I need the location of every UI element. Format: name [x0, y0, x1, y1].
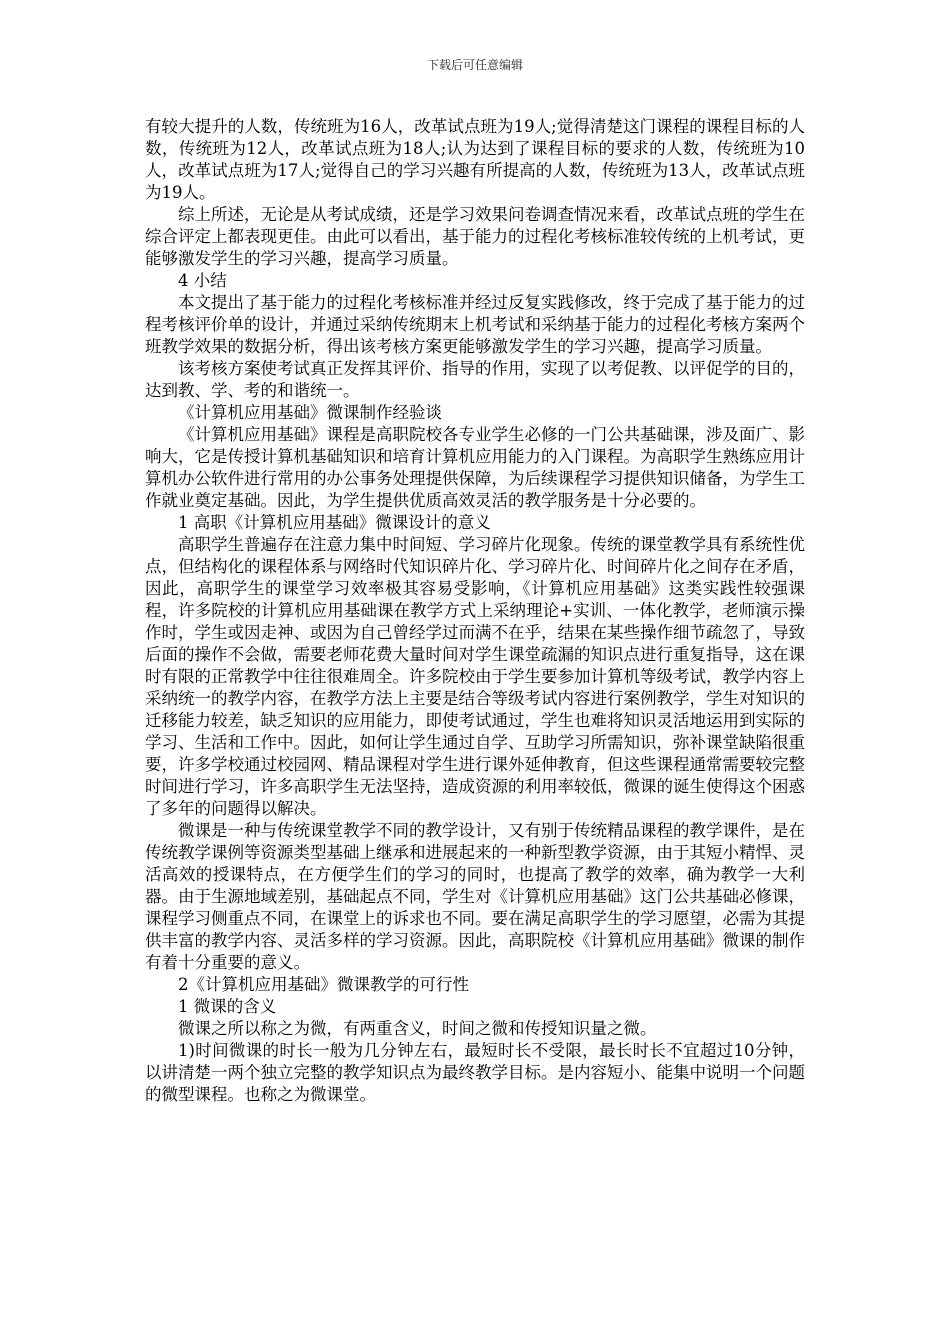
- article-title: 《计算机应用基础》微课制作经验谈: [178, 403, 442, 422]
- paragraph-summary: 综上所述，无论是从考试成绩，还是学习效果问卷调查情况来看，改革试点班的学生在综合评定上都表现更佳。由此可以看出，基于能力的过程化考核标准较传统的上机考试，更能够激发学生的学习兴趣，提高学习质量。: [145, 205, 805, 268]
- paragraph-survey-results: 有较大提升的人数，传统班为16人，改革试点班为19人;觉得清楚这门课程的课程目标的人数，传统班为12人，改革试点班为18人;认为达到了课程目标的要求的人数，传统班为10人，改革试点班为17人;觉得自己的学习兴趣有所提高的人数，传统班为13人，改革试点班为19人。: [145, 117, 805, 202]
- paragraph-section-1-b: 微课是一种与传统课堂教学不同的教学设计，又有别于传统精品课程的教学课件，是在传统教学课例等资源类型基础上继承和进展起来的一种新型教学资源，由于其短小精悍、灵活高效的授课特点，在方便学生们的学习的同时，也提高了教学的效率，确为教学一大利器。由于生源地域差别，基础起点不同，学生对《计算机应用基础》这门公共基础必修课，课程学习侧重点不同，在课堂上的诉求也不同。要在满足高职学生的学习愿望，必需为其提供丰富的教学内容、灵活多样的学习资源。因此，高职院校《计算机应用基础》微课的制作有着十分重要的意义。: [145, 821, 805, 972]
- page-header: 下载后可任意编辑: [426, 58, 523, 72]
- paragraph-time-micro: 1)时间微课的时长一般为几分钟左右，最短时长不受限，最长时长不宜超过10分钟，以讲清楚一两个独立完整的教学知识点为最终教学目标。是内容短小、能集中说明一个问题的微型课程。也称之为微课堂。: [145, 1041, 805, 1104]
- heading-subsection-1: 1 微课的含义: [178, 997, 277, 1016]
- heading-section-2: 2《计算机应用基础》微课教学的可行性: [178, 975, 469, 994]
- paragraph-conclusion-1: 本文提出了基于能力的过程化考核标准并经过反复实践修改，终于完成了基于能力的过程考核评价单的设计，并通过采纳传统期末上机考试和采纳基于能力的过程化考核方案两个班教学效果的数据分析，得出该考核方案更能够激发学生的学习兴趣，提高学习质量。: [145, 293, 805, 356]
- heading-conclusion: 4 小结: [178, 271, 227, 290]
- paragraph-conclusion-2: 该考核方案使考试真正发挥其评价、指导的作用，实现了以考促教、以评促学的目的，达到教、学、考的和谐统一。: [145, 359, 805, 400]
- document-body: [145, 116, 805, 1106]
- paragraph-section-1-a: 高职学生普遍存在注意力集中时间短、学习碎片化现象。传统的课堂教学具有系统性优点，但结构化的课程体系与网络时代知识碎片化、学习碎片化、时间碎片化之间存在矛盾，因此，高职学生的课堂学习效率极其容易受影响，《计算机应用基础》这类实践性较强课程，许多院校的计算机应用基础课在教学方式上采纳理论+实训、一体化教学，老师演示操作时，学生或因走神、或因为自己曾经学过而满不在乎，结果在某些操作细节疏忽了，导致后面的操作不会做，需要老师花费大量时间对学生课堂疏漏的知识点进行重复指导，这在课时有限的正常教学中往往很难周全。许多院校由于学生要参加计算机等级考试，教学内容上采纳统一的教学内容，在教学方法上主要是结合等级考试内容进行案例教学，学生对知识的迁移能力较差，缺乏知识的应用能力，即使考试通过，学生也难将知识灵活地运用到实际的学习、生活和工作中。因此，如何让学生通过自学、互助学习所需知识，弥补课堂缺陷很重要，许多学校通过校园网、精品课程对学生进行课外延伸教育，但这些课程通常需要较完整时间进行学习，许多高职学生无法坚持，造成资源的利用率较低，微课的诞生使得这个困惑了多年的问题得以解决。: [145, 535, 805, 818]
- paragraph-intro: 《计算机应用基础》课程是高职院校各专业学生必修的一门公共基础课，涉及面广、影响大，它是传授计算机基础知识和培育计算机应用能力的入门课程。为高职学生熟练应用计算机办公软件进行常用的办公事务处理提供保障，为后续课程学习提供知识储备，为学生工作就业奠定基础。因此，为学生提供优质高效灵活的教学服务是十分必要的。: [145, 425, 805, 510]
- heading-section-1: 1 高职《计算机应用基础》微课设计的意义: [178, 513, 491, 532]
- paragraph-micro-meaning: 微课之所以称之为微，有两重含义，时间之微和传授知识量之微。: [178, 1019, 657, 1038]
